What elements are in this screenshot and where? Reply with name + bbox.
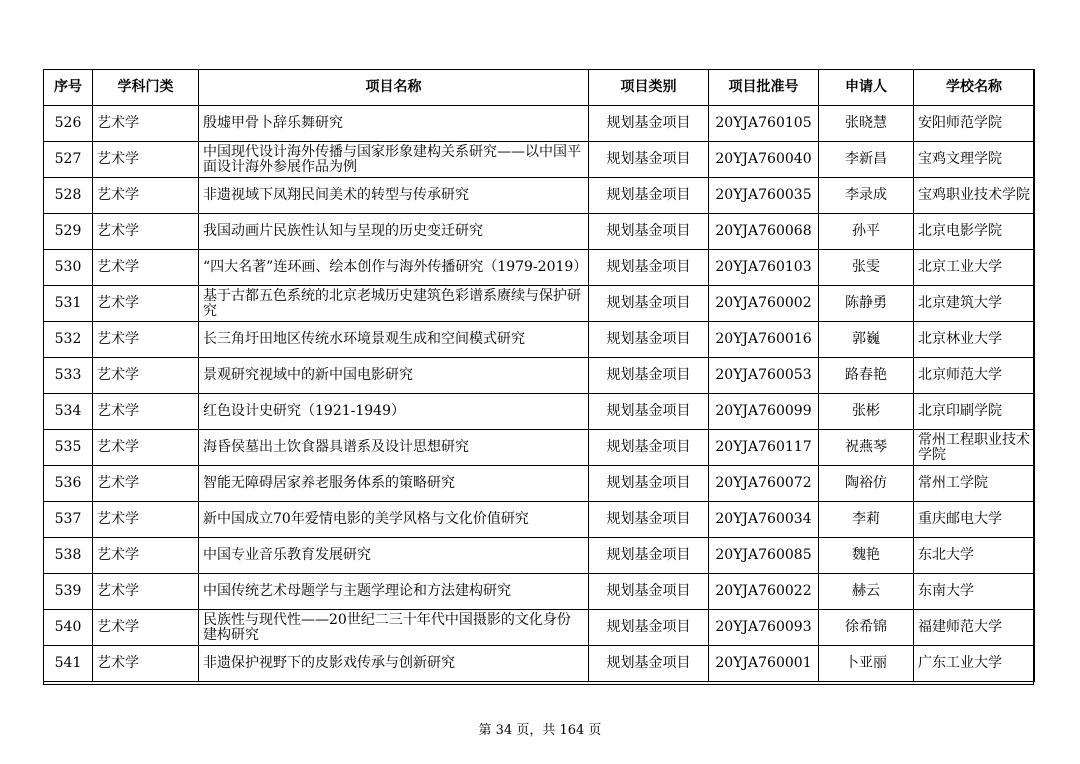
row-approval-no: 20YJA760085 (709, 538, 819, 574)
row-applicant: 李莉 (819, 502, 914, 538)
row-project-type: 规划基金项目 (589, 430, 709, 466)
row-project-type: 规划基金项目 (589, 610, 709, 646)
row-discipline: 艺术学 (93, 394, 199, 430)
row-index: 537 (44, 502, 93, 538)
table-row (44, 394, 1035, 430)
row-approval-no: 20YJA760016 (709, 322, 819, 358)
row-discipline: 艺术学 (93, 502, 199, 538)
table-row (44, 322, 1035, 358)
row-project-type: 规划基金项目 (589, 322, 709, 358)
row-discipline: 艺术学 (93, 142, 199, 178)
row-project-name: “四大名著”连环画、绘本创作与海外传播研究（1979-2019） (199, 250, 589, 286)
row-project-name: 我国动画片民族性认知与呈现的历史变迁研究 (199, 214, 589, 250)
row-discipline: 艺术学 (93, 322, 199, 358)
table-row (44, 178, 1035, 214)
row-discipline: 艺术学 (93, 574, 199, 610)
row-index: 533 (44, 358, 93, 394)
row-approval-no: 20YJA760072 (709, 466, 819, 502)
header-row (44, 70, 1035, 106)
row-index: 535 (44, 430, 93, 466)
row-index: 529 (44, 214, 93, 250)
table-row (44, 142, 1035, 178)
row-index: 538 (44, 538, 93, 574)
row-applicant: 陈静勇 (819, 286, 914, 322)
row-project-type: 规划基金项目 (589, 178, 709, 214)
row-approval-no: 20YJA760117 (709, 430, 819, 466)
row-approval-no: 20YJA760053 (709, 358, 819, 394)
row-index: 539 (44, 574, 93, 610)
col-header-applicant: 申请人 (819, 70, 914, 106)
table-row (44, 466, 1035, 502)
row-project-type: 规划基金项目 (589, 286, 709, 322)
row-school: 北京工业大学 (914, 250, 1035, 286)
row-approval-no: 20YJA760022 (709, 574, 819, 610)
row-index: 530 (44, 250, 93, 286)
table-row (44, 358, 1035, 394)
row-applicant: 李新昌 (819, 142, 914, 178)
row-discipline: 艺术学 (93, 178, 199, 214)
table-row (44, 250, 1035, 286)
row-project-type: 规划基金项目 (589, 538, 709, 574)
row-applicant: 魏艳 (819, 538, 914, 574)
table-row (44, 430, 1035, 466)
row-index: 531 (44, 286, 93, 322)
row-school: 北京印刷学院 (914, 394, 1035, 430)
row-school: 福建师范大学 (914, 610, 1035, 646)
row-index: 532 (44, 322, 93, 358)
row-school: 常州工程职业技术学院 (914, 430, 1035, 466)
row-project-name: 中国传统艺术母题学与主题学理论和方法建构研究 (199, 574, 589, 610)
row-approval-no: 20YJA760002 (709, 286, 819, 322)
row-project-type: 规划基金项目 (589, 250, 709, 286)
row-project-type: 规划基金项目 (589, 142, 709, 178)
row-index: 527 (44, 142, 93, 178)
row-project-type: 规划基金项目 (589, 502, 709, 538)
row-project-name: 新中国成立70年爱情电影的美学风格与文化价值研究 (199, 502, 589, 538)
row-applicant: 徐希锦 (819, 610, 914, 646)
row-school: 北京林业大学 (914, 322, 1035, 358)
col-header-index: 序号 (44, 70, 93, 106)
table-row (44, 214, 1035, 250)
row-approval-no: 20YJA760001 (709, 646, 819, 682)
row-project-type: 规划基金项目 (589, 358, 709, 394)
row-project-name: 非遗保护视野下的皮影戏传承与创新研究 (199, 646, 589, 682)
table-row (44, 538, 1035, 574)
row-project-type: 规划基金项目 (589, 214, 709, 250)
row-applicant: 李录成 (819, 178, 914, 214)
row-approval-no: 20YJA760035 (709, 178, 819, 214)
row-school: 北京师范大学 (914, 358, 1035, 394)
row-school: 常州工学院 (914, 466, 1035, 502)
row-index: 526 (44, 106, 93, 142)
row-school: 东北大学 (914, 538, 1035, 574)
row-applicant: 赫云 (819, 574, 914, 610)
row-project-name: 智能无障碍居家养老服务体系的策略研究 (199, 466, 589, 502)
row-project-type: 规划基金项目 (589, 106, 709, 142)
row-project-name: 非遗视域下凤翔民间美术的转型与传承研究 (199, 178, 589, 214)
row-discipline: 艺术学 (93, 646, 199, 682)
table-body (44, 106, 1035, 682)
table-row (44, 646, 1035, 682)
row-applicant: 祝燕琴 (819, 430, 914, 466)
row-project-name: 长三角圩田地区传统水环境景观生成和空间模式研究 (199, 322, 589, 358)
row-applicant: 陶裕仿 (819, 466, 914, 502)
row-index: 541 (44, 646, 93, 682)
row-approval-no: 20YJA760093 (709, 610, 819, 646)
row-project-name: 景观研究视域中的新中国电影研究 (199, 358, 589, 394)
col-header-project-name: 项目名称 (199, 70, 589, 106)
col-header-school: 学校名称 (914, 70, 1035, 106)
row-index: 528 (44, 178, 93, 214)
row-applicant: 郭巍 (819, 322, 914, 358)
row-applicant: 张雯 (819, 250, 914, 286)
row-school: 北京电影学院 (914, 214, 1035, 250)
row-school: 东南大学 (914, 574, 1035, 610)
row-project-name: 基于古都五色系统的北京老城历史建筑色彩谱系赓续与保护研究 (199, 286, 589, 322)
row-approval-no: 20YJA760105 (709, 106, 819, 142)
row-discipline: 艺术学 (93, 538, 199, 574)
row-discipline: 艺术学 (93, 466, 199, 502)
row-discipline: 艺术学 (93, 250, 199, 286)
row-applicant: 卜亚丽 (819, 646, 914, 682)
col-header-project-type: 项目类别 (589, 70, 709, 106)
row-project-type: 规划基金项目 (589, 646, 709, 682)
row-approval-no: 20YJA760099 (709, 394, 819, 430)
row-discipline: 艺术学 (93, 214, 199, 250)
row-school: 宝鸡职业技术学院 (914, 178, 1035, 214)
row-index: 536 (44, 466, 93, 502)
row-project-name: 中国专业音乐教育发展研究 (199, 538, 589, 574)
row-approval-no: 20YJA760068 (709, 214, 819, 250)
row-index: 540 (44, 610, 93, 646)
row-project-type: 规划基金项目 (589, 574, 709, 610)
row-school: 宝鸡文理学院 (914, 142, 1035, 178)
row-applicant: 路春艳 (819, 358, 914, 394)
row-project-type: 规划基金项目 (589, 394, 709, 430)
row-school: 北京建筑大学 (914, 286, 1035, 322)
row-index: 534 (44, 394, 93, 430)
table-row (44, 610, 1035, 646)
table-row (44, 574, 1035, 610)
row-project-type: 规划基金项目 (589, 466, 709, 502)
row-school: 安阳师范学院 (914, 106, 1035, 142)
row-discipline: 艺术学 (93, 358, 199, 394)
row-project-name: 海昏侯墓出土饮食器具谱系及设计思想研究 (199, 430, 589, 466)
row-approval-no: 20YJA760034 (709, 502, 819, 538)
row-approval-no: 20YJA760103 (709, 250, 819, 286)
row-approval-no: 20YJA760040 (709, 142, 819, 178)
row-applicant: 孙平 (819, 214, 914, 250)
row-applicant: 张晓慧 (819, 106, 914, 142)
table-row (44, 106, 1035, 142)
row-discipline: 艺术学 (93, 106, 199, 142)
table-row (44, 502, 1035, 538)
page-footer: 第 34 页，共 164 页 (478, 723, 602, 738)
col-header-approval-no: 项目批准号 (709, 70, 819, 106)
row-project-name: 民族性与现代性——20世纪二三十年代中国摄影的文化身份建构研究 (199, 610, 589, 646)
table-row (44, 286, 1035, 322)
row-discipline: 艺术学 (93, 430, 199, 466)
row-school: 重庆邮电大学 (914, 502, 1035, 538)
row-project-name: 红色设计史研究（1921-1949） (199, 394, 589, 430)
row-project-name: 中国现代设计海外传播与国家形象建构关系研究——以中国平面设计海外参展作品为例 (199, 142, 589, 178)
row-school: 广东工业大学 (914, 646, 1035, 682)
col-header-discipline: 学科门类 (93, 70, 199, 106)
row-discipline: 艺术学 (93, 610, 199, 646)
row-project-name: 殷墟甲骨卜辞乐舞研究 (199, 106, 589, 142)
row-discipline: 艺术学 (93, 286, 199, 322)
row-applicant: 张彬 (819, 394, 914, 430)
project-table (43, 69, 1035, 682)
